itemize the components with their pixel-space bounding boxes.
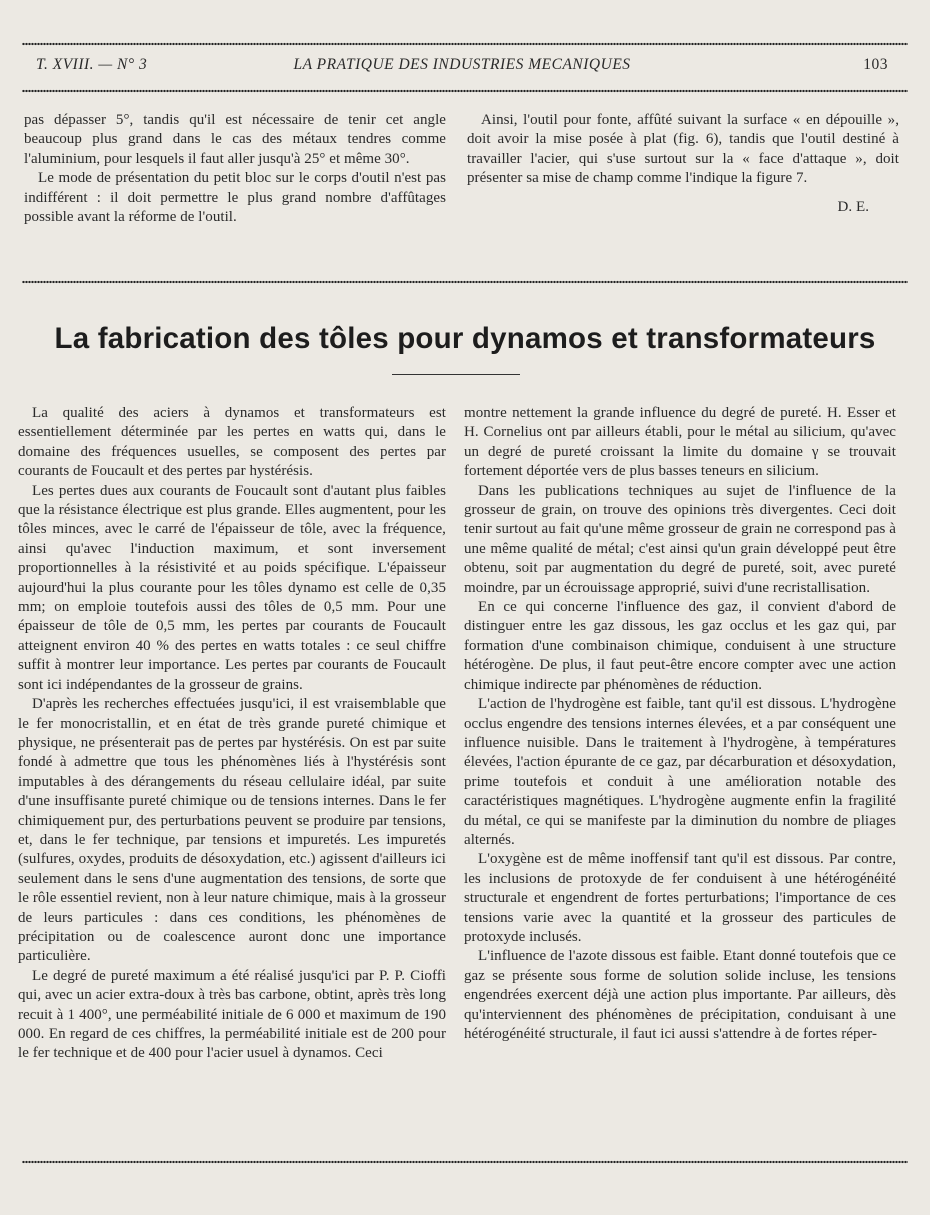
footer-rule xyxy=(22,1160,908,1164)
paragraph: En ce qui concerne l'influence des gaz, il convient d'abord de distinguer entre les gaz dissous, les gaz occlus et les gaz qui, par formation d'une combinaison chimique, conduisent à une structure hétérogène. De plus, il faut peut-être encore compter avec une action chimique indirecte par phénomènes de réduction. xyxy=(464,599,896,693)
article-right-column xyxy=(464,404,896,1044)
paragraph: La qualité des aciers à dynamos et transformateurs est essentiellement déterminée par les pertes en watts qui, dans le domaine des fréquences usuelles, se composent des pertes par courants de Foucault et des pertes par hystérésis. xyxy=(18,405,446,480)
paragraph: L'influence de l'azote dissous est faible. Etant donné toutefois que ce gaz se présente sous forme de solution solide incluse, les tensions engendrées exercent déjà une action plus importante. Par ailleurs, dès qu'interviennent des phénomènes de précipitation, conduisant à une hétérogénéité structurale, il faut ici aussi s'attendre à de fortes réper- xyxy=(464,948,896,1042)
paragraph: Ainsi, l'outil pour fonte, affûté suivant la surface « en dépouille », doit avoir la mise posée à plat (fig. 6), tandis que l'outil destiné à travailler l'acier, qui s'use surtout sur la « face d'attaque », doit présenter sa mise de champ comme l'indique la figure 7. xyxy=(467,112,899,187)
article-left-column xyxy=(18,404,446,1064)
section-rule xyxy=(22,280,908,284)
paragraph: D'après les recherches effectuées jusqu'ici, il est vraisemblable que le fer monocristallin, et en état de très grande pureté chimique et physique, ne présenterait pas de pertes par hystérésis. On est par suite fondé à admettre que tous les phénomènes liés à l'hystérésis sont imputables à des dérangements du réseau cellulaire idéal, par suite d'une insuffisante pureté chimique ou de tensions internes. Dans le fer chimiquement pur, des perturbations peuvent se produire par tensions, et, dans le fer technique, par tensions et impuretés. Les impuretés (sulfures, oxydes, produits de désoxydation, etc.) agissent d'ailleurs ici seulement dans le sens d'une augmentation des tensions, de sorte que le rôle essentiel revient, non à leur nature chimique, mais à la grosseur de leurs particules : dans ces conditions, les phénomènes de précipitation ou de coalescence auront donc une importance particulière. xyxy=(18,696,446,965)
running-header xyxy=(36,56,888,80)
signature: D. E. xyxy=(837,198,869,215)
journal-title: LA PRATIQUE DES INDUSTRIES MECANIQUES xyxy=(293,56,631,73)
paragraph: Le mode de présentation du petit bloc sur le corps d'outil n'est pas indifférent : il doit permettre le plus grand nombre d'affûtages possible avant la réforme de l'outil. xyxy=(24,170,446,226)
top-right-column xyxy=(467,111,899,217)
paragraph: L'oxygène est de même inoffensif tant qu'il est dissous. Par contre, les inclusions de protoxyde de fer conduisent à une hétérogénéité structurale et engendrent de fortes perturbations; l'importance de ces tensions varie avec la quantité et la grosseur des particules de protoxyde inclusés. xyxy=(464,851,896,945)
paragraph: montre nettement la grande influence du degré de pureté. H. Esser et H. Cornelius ont par ailleurs établi, pour le métal au silicium, qu'avec un degré de pureté croissant la limite du domaine γ se trouvait fortement déportée vers de plus basses teneurs en silicium. xyxy=(464,405,896,480)
page-number: 103 xyxy=(863,56,888,73)
paragraph: pas dépasser 5°, tandis qu'il est nécessaire de tenir cet angle beaucoup plus grand dans le cas des métaux tendres comme l'aluminium, pour lesquels il faut aller jusqu'à 25° et même 30°. xyxy=(24,112,446,167)
header-bottom-rule xyxy=(22,89,908,93)
volume-number: T. XVIII. — N° 3 xyxy=(36,56,148,73)
paragraph: L'action de l'hydrogène est faible, tant qu'il est dissous. L'hydrogène occlus engendre des tensions internes élevées, et a par conséquent une influence nuisible. Dans le traitement à l'hydrogène, à températures élevées, l'action épurante de ce gaz, par décarburation et désoxydation, prime toutefois et conduit à une amélioration notable des caractéristiques magnétiques. L'hydrogène augmente enfin la fragilité du métal, ce qui se manifeste par la diminution du nombre de pliages alternés. xyxy=(464,696,896,848)
paragraph: Dans les publications techniques au sujet de l'influence de la grosseur de grain, on trouve des opinions très divergentes. Ceci doit tenir surtout au fait qu'une même grosseur de grain ne correspond pas à une même qualité de métal; c'est ainsi qu'un grain développé peut être obtenu, soit par augmentation du degré de pureté, soit, avec pureté moindre, par un écrouissage approprié, suivi d'une recristallisation. xyxy=(464,482,896,596)
title-underline xyxy=(392,374,520,375)
article-title: La fabrication des tôles pour dynamos et transformateurs xyxy=(54,322,876,355)
paragraph: Les pertes dues aux courants de Foucault sont d'autant plus faibles que la résistance électrique est plus grande. Elles augmentent, pour les tôles minces, avec le carré de l'épaisseur de tôle, avec la fréquence, ainsi qu'avec l'induction maximum, et sont inversement proportionnelles à la résistivité et au poids spécifique. L'épaisseur aujourd'hui la plus courante pour les tôles dynamo est celle de 0,35 mm; on emploie toutefois aussi des tôles de 0,5 mm. Pour une épaisseur de tôle de 0,5 mm, les pertes par courants de Foucault atteignent environ 40 % des pertes en watts totales : ce seul chiffre suffit à montrer leur importance. Les pertes par courants de Foucault sont ici indépendantes de la grosseur de grains. xyxy=(18,482,446,693)
paragraph: Le degré de pureté maximum a été réalisé jusqu'ici par P. P. Cioffi qui, avec un acier extra-doux à très bas carbone, obtint, après très long recuit à 1 400°, une perméabilité initiale de 6 000 et maximum de 190 000. En regard de ces chiffres, la perméabilité initiale est de 200 pour le fer technique et de 400 pour l'acier usuel à dynamos. Ceci xyxy=(18,967,446,1062)
top-left-column xyxy=(24,111,446,227)
header-top-rule xyxy=(22,42,908,46)
